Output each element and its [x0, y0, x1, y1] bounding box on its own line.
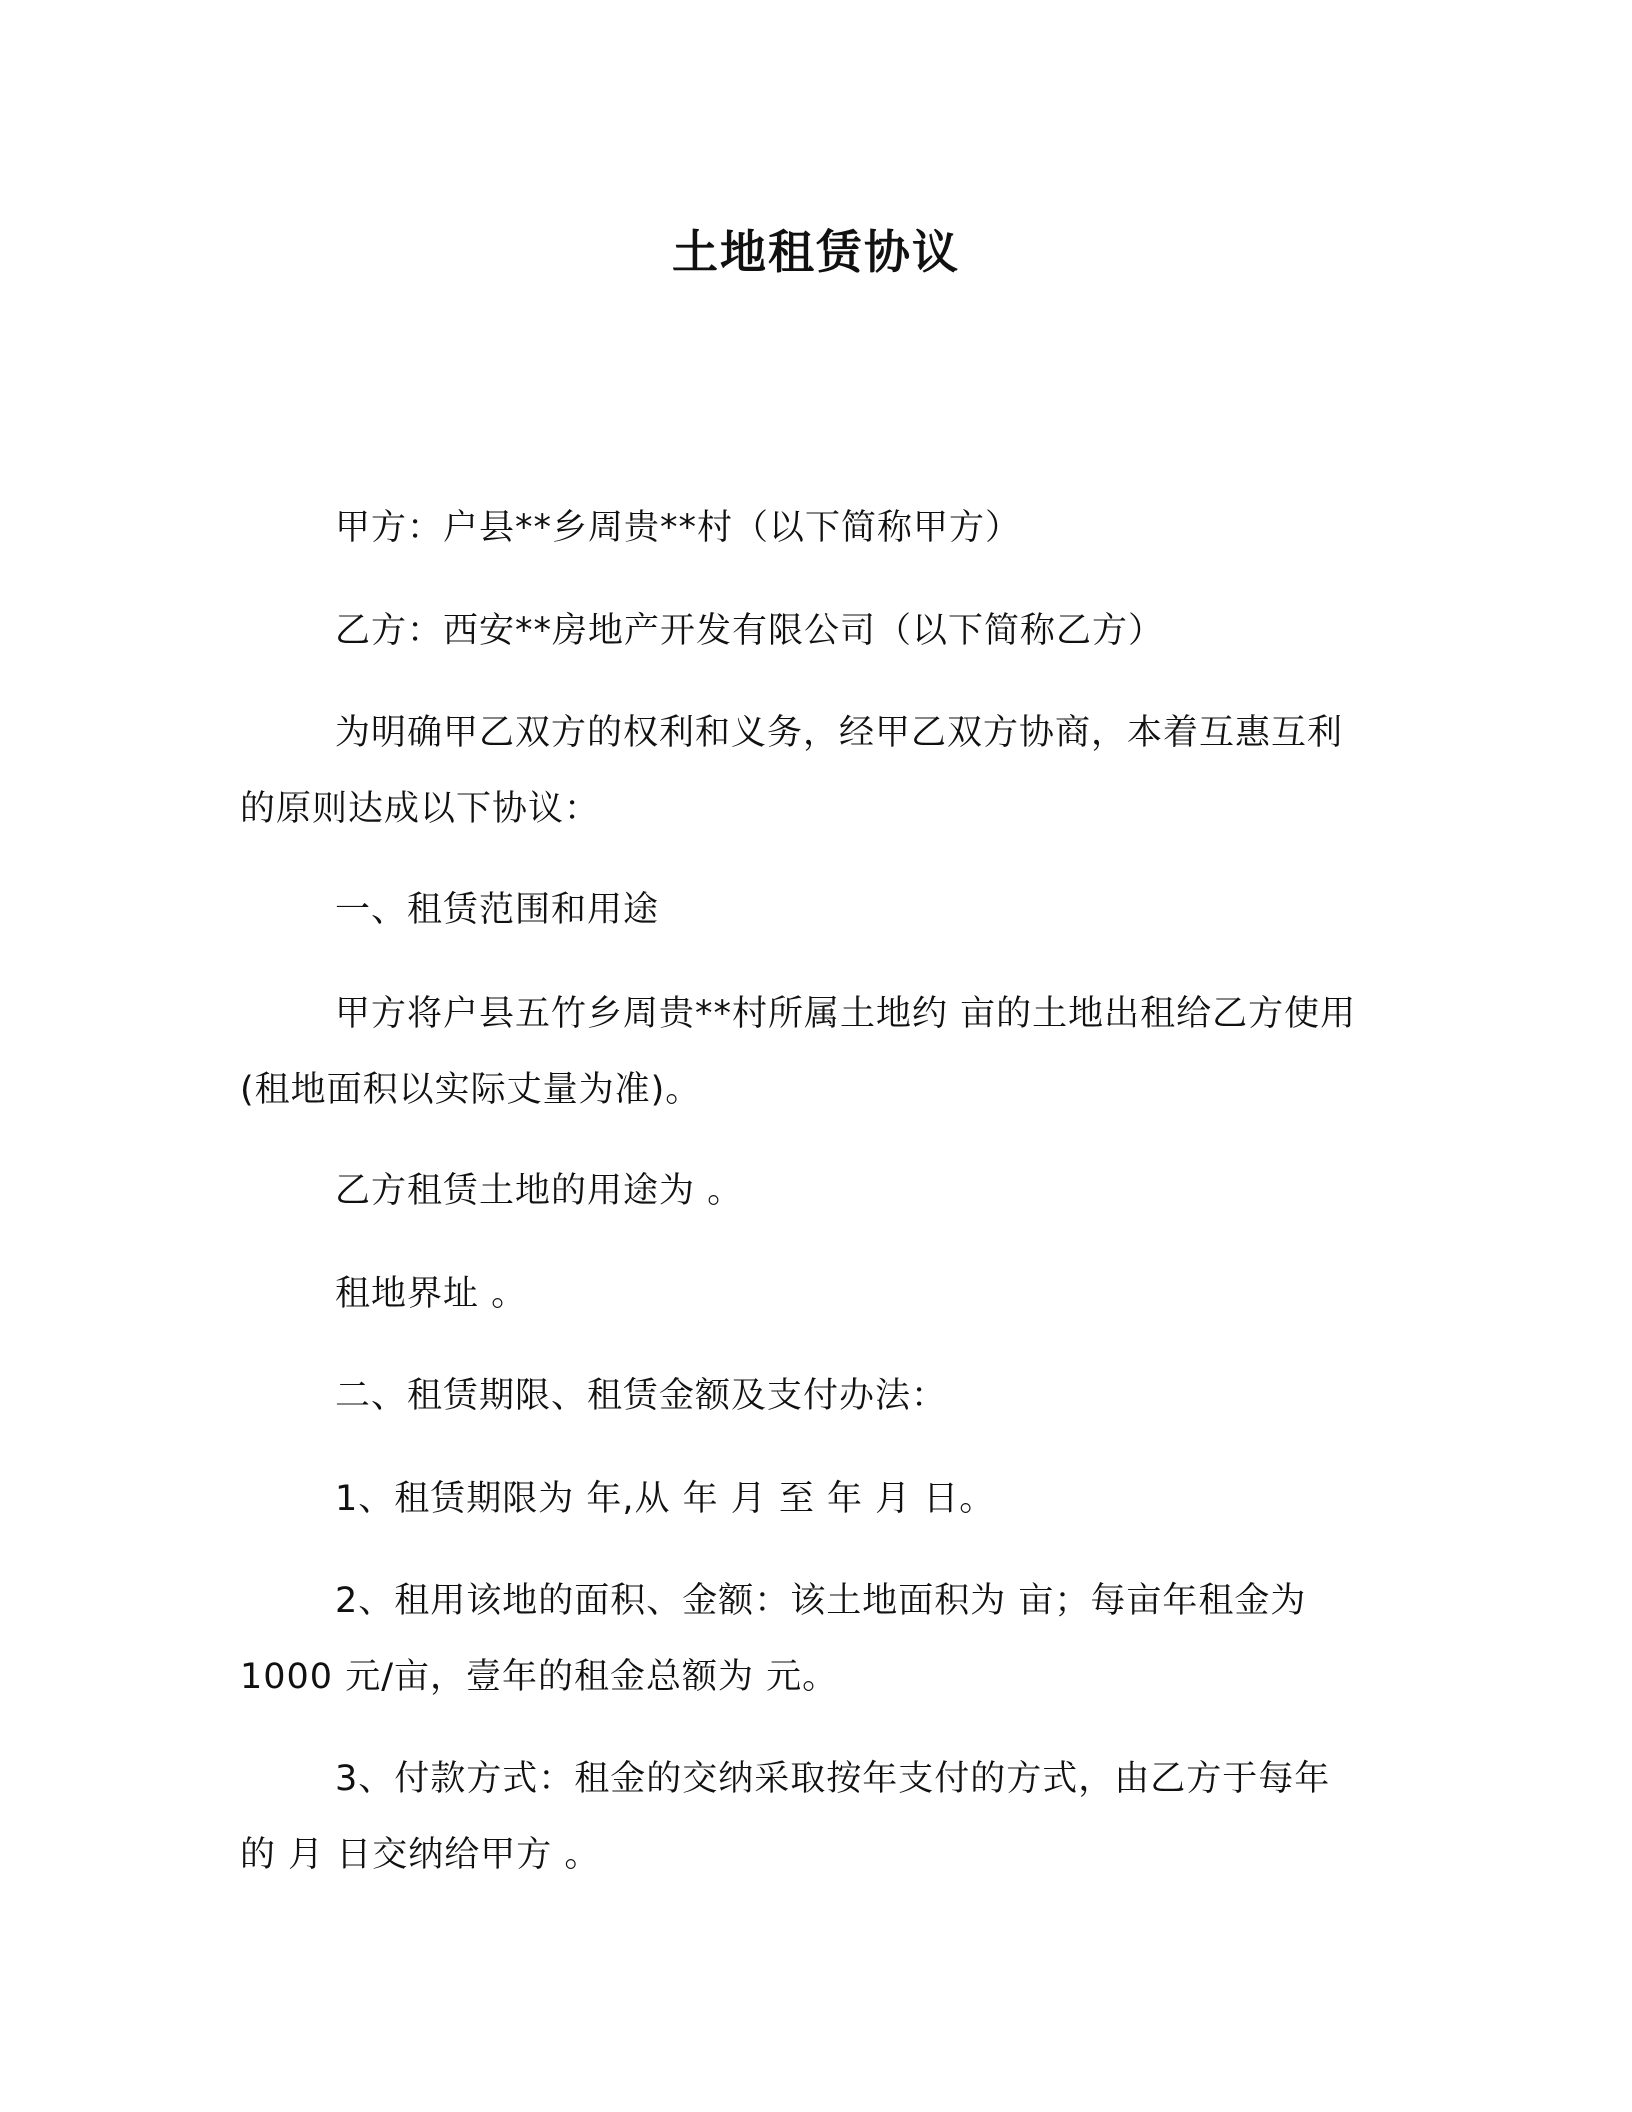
paragraph-line: 1000 元/亩，壹年的租金总额为 元。 — [240, 1657, 839, 1697]
paragraph-line: 甲方将户县五竹乡周贵**村所属土地约 亩的土地出租给乙方使用 — [335, 994, 1357, 1034]
party-a-paragraph — [240, 490, 1380, 566]
paragraph-line: 乙方：西安**房地产开发有限公司（以下简称乙方） — [335, 611, 1165, 651]
clause-1-paragraph — [240, 1461, 1380, 1537]
paragraph-line: 2、租用该地的面积、金额：该土地面积为 亩；每亩年租金为 — [335, 1581, 1307, 1621]
clause-2-paragraph — [240, 1563, 1380, 1715]
paragraph-line: 甲方：户县**乡周贵**村（以下简称甲方） — [335, 508, 1022, 548]
paragraph-line: 的原则达成以下协议： — [240, 789, 601, 829]
section-heading-2 — [240, 1358, 1380, 1434]
paragraph-line: 的 月 日交纳给甲方 。 — [240, 1835, 601, 1875]
paragraph-line: 1、租赁期限为 年,从 年 月 至 年 月 日。 — [335, 1479, 996, 1519]
preamble-paragraph — [240, 695, 1380, 847]
paragraph-line: 一、租赁范围和用途 — [335, 890, 660, 930]
boundary-paragraph — [240, 1256, 1380, 1332]
paragraph-line: 租地界址 。 — [335, 1274, 528, 1314]
paragraph-line: 3、付款方式：租金的交纳采取按年支付的方式，由乙方于每年 — [335, 1759, 1331, 1799]
paragraph-line: 二、租赁期限、租赁金额及支付办法： — [335, 1376, 948, 1416]
paragraph-line: 乙方租赁土地的用途为 。 — [335, 1171, 744, 1211]
clause-3-paragraph — [240, 1741, 1380, 1893]
paragraph-line: (租地面积以实际丈量为准)。 — [240, 1070, 702, 1110]
party-b-paragraph — [240, 593, 1380, 669]
section-heading-1 — [240, 872, 1380, 948]
land-use-paragraph — [240, 1153, 1380, 1229]
paragraph-line: 为明确甲乙双方的权利和义务，经甲乙双方协商，本着互惠互利 — [335, 713, 1344, 753]
lease-scope-paragraph — [240, 976, 1380, 1128]
document-title: 土地租赁协议 — [672, 225, 960, 279]
